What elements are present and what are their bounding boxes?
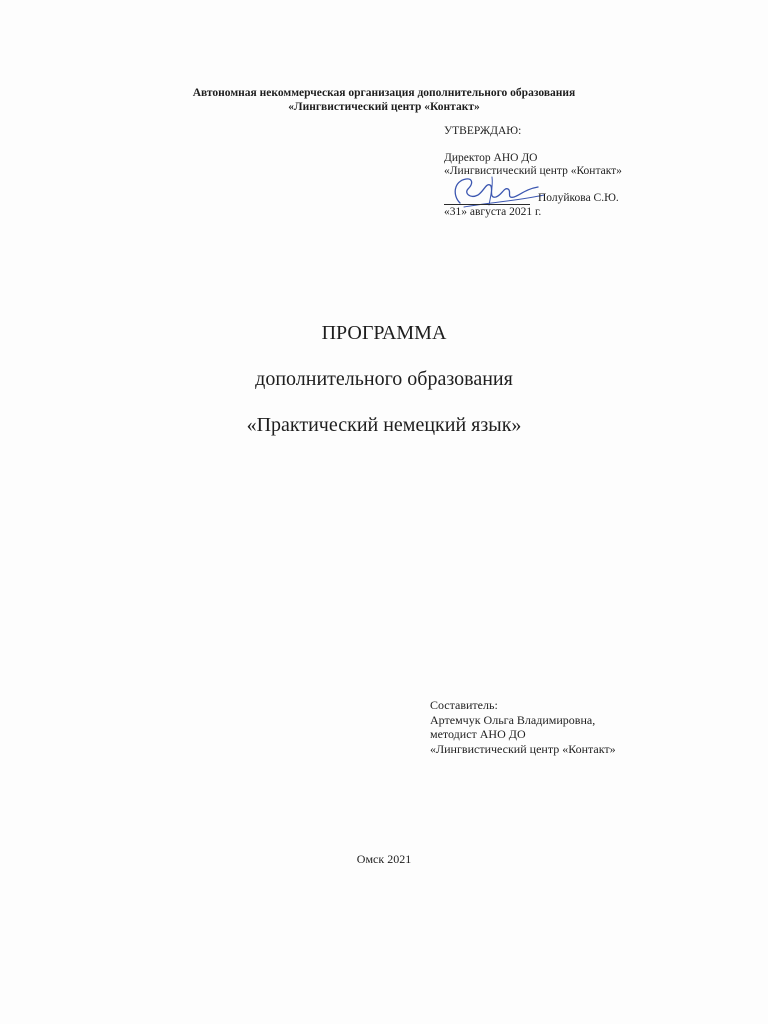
composer-organization: «Лингвистический центр «Контакт» xyxy=(430,741,616,756)
program-title: ПРОГРАММА xyxy=(321,322,447,344)
approval-block xyxy=(444,125,744,219)
organization-name-line2: «Лингвистический центр «Контакт» xyxy=(288,101,480,113)
organization-name-line1: Автономная некоммерческая организация дополнительного образования xyxy=(192,87,576,99)
approver-position-line2: «Лингвистический центр «Контакт» xyxy=(444,165,622,177)
composer-name: Артемчук Ольга Владимировна, xyxy=(430,712,596,727)
composer-label: Составитель: xyxy=(430,698,498,712)
approver-position-line1: Директор АНО ДО xyxy=(444,151,538,164)
approval-title: УТВЕРЖДАЮ: xyxy=(444,125,522,137)
composer-position: методист АНО ДО xyxy=(430,727,526,741)
approval-date: «31» августа 2021 г. xyxy=(444,205,542,218)
composer-block xyxy=(430,698,750,756)
organization-header xyxy=(0,86,768,114)
program-subtitle: дополнительного образования xyxy=(255,368,513,390)
program-name: «Практический немецкий язык» xyxy=(246,414,522,436)
signer-name: Полуйкова С.Ю. xyxy=(538,191,619,204)
signature-line xyxy=(444,191,744,205)
signature-underline xyxy=(444,204,530,205)
city-year: Омск 2021 xyxy=(356,852,412,866)
